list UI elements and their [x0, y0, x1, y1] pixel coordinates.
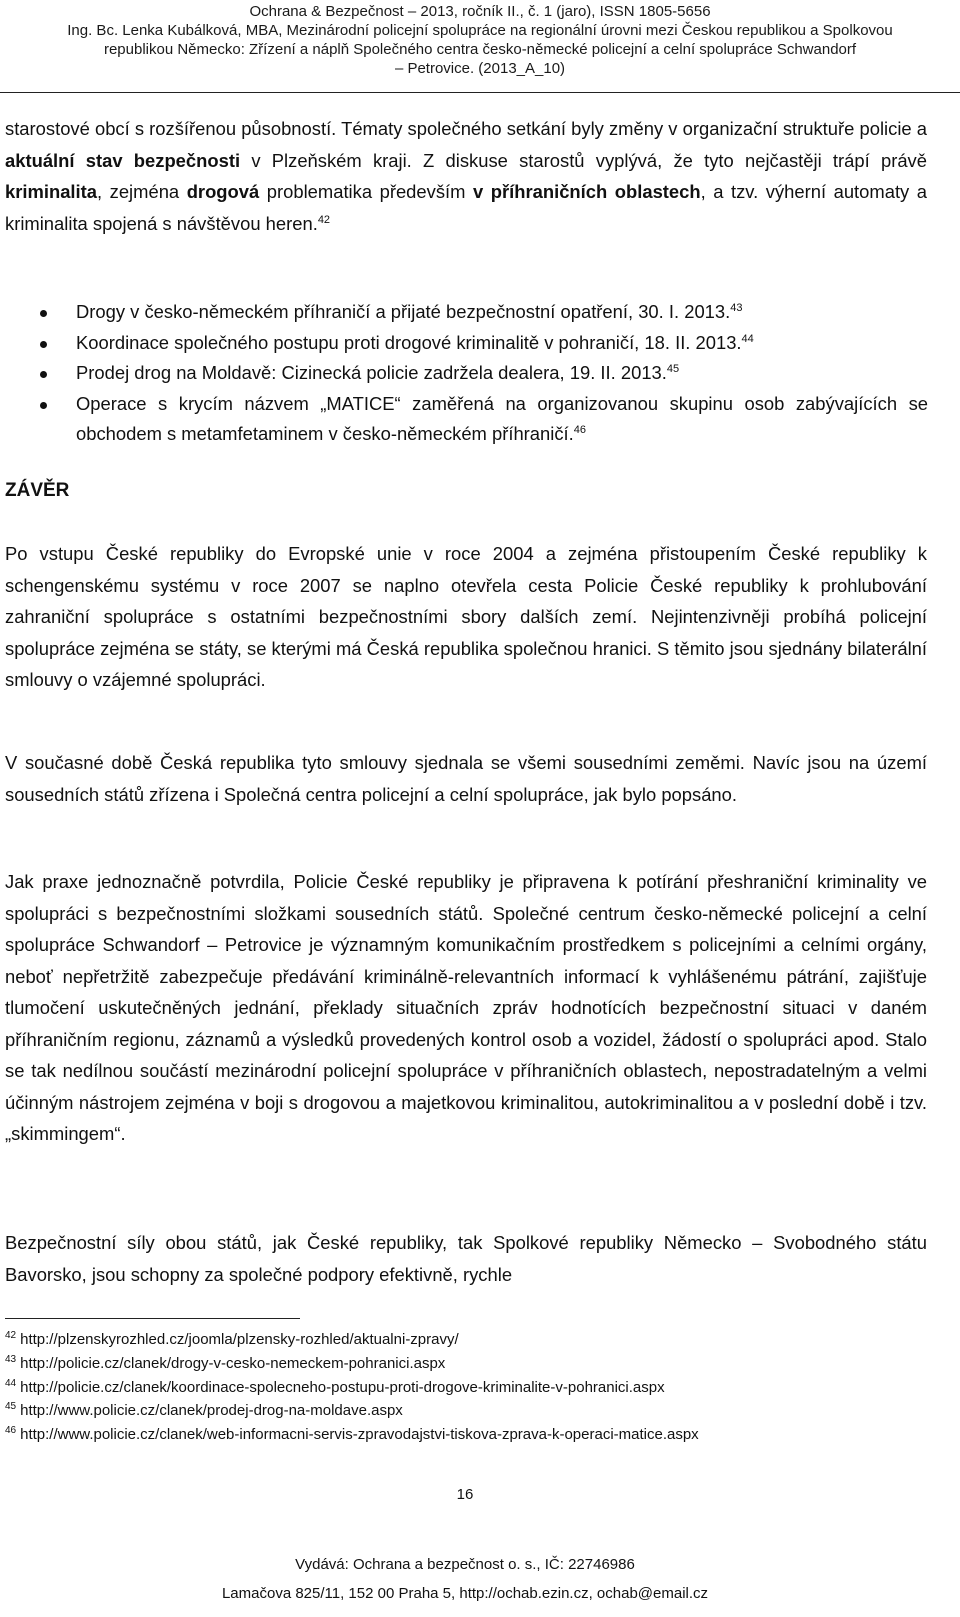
footnote-divider	[5, 1318, 300, 1319]
article-title-line-1: Ing. Bc. Lenka Kubálková, MBA, Mezinárodní policejní spolupráce na regionální úrovni mezi Českou republikou a Spolkovou	[67, 22, 893, 39]
list-item	[40, 328, 928, 359]
page-footer	[0, 1550, 930, 1608]
footnote-link[interactable]: http://www.policie.cz/clanek/web-informacni-servis-zpravodajstvi-tiskova-zprava-k-operaci-matice.aspx	[20, 1426, 699, 1444]
intro-paragraph	[5, 113, 927, 239]
footnote-item	[5, 1328, 935, 1352]
intro-text-1: starostové obcí s rozšířenou působností. Tématy společného setkání byly změny v organizační struktuře policie a	[5, 118, 927, 139]
article-code: – Petrovice. (2013_A_10)	[394, 60, 566, 77]
header-divider	[0, 92, 960, 93]
article-title-line-2: republikou Německo: Zřízení a náplň Společného centra česko-německé policejní a celní spolupráce Schwandorf	[103, 41, 857, 58]
list-item	[40, 297, 928, 328]
intro-text-4: problematika především	[259, 181, 473, 202]
footnote-number: 45	[5, 1401, 17, 1413]
page-number: 16	[456, 1486, 474, 1503]
paragraph-3: Jak praxe jednoznačně potvrdila, Policie České republiky je připravena k potírání přeshraniční kriminality ve spolupráci s bezpečnostními složkami sousedních států. Společné centrum česko-německé policejní a celní spolupráce Schwandorf – Petrovice je významným komunikačním prostředkem s policejními a celními orgány, neboť nepřetržitě zabezpečuje předávání kriminálně-relevantních informací k vyhlášenému pátrání, zajišťuje tlumočení uskutečněných jednání, překlady situačních zpráv hodnotících bezpečnostní situaci v daném příhraničním regionu, záznamů a výsledků provedených kontrol osob a vozidel, žádostí o spolupráci apod. Stalo se tak nedílnou součástí mezinárodní policejní spolupráce v příhraničních oblastech, nepostradatelným a velmi účinným nástrojem zejména v boji s drogovou a majetkovou kriminalitou, autokriminalitou a v poslední době i tzv. „skimmingem“.	[5, 871, 927, 1144]
bullet-list	[40, 297, 928, 450]
list-item-text: Prodej drog na Moldavě: Cizinecká policie zadržela dealera, 19. II. 2013.	[76, 362, 667, 383]
paragraph-2: V současné době Česká republika tyto smlouvy sjednala se všemi sousedními zeměmi. Navíc jsou na území sousedních států zřízena i Společná centra policejní a celní spolupráce, jak bylo popsáno.	[5, 752, 927, 805]
footnote-link[interactable]: http://policie.cz/clanek/drogy-v-cesko-nemeckem-pohranici.aspx	[20, 1354, 446, 1372]
list-item	[40, 389, 928, 450]
list-item-text: Drogy v česko-německém příhraničí a přijaté bezpečnostní opatření, 30. I. 2013.	[76, 301, 731, 322]
intro-text-5: , a tzv. výherní automaty a kriminalita spojená s návštěvou heren.	[5, 181, 928, 234]
intro-bold-2: kriminalita	[5, 181, 97, 202]
footnote-link[interactable]: http://policie.cz/clanek/koordinace-spolecneho-postupu-proti-drogove-kriminalite-v-pohranici.aspx	[20, 1378, 665, 1396]
intro-bold-3: drogová	[186, 181, 260, 202]
footnote-link[interactable]: http://plzenskyrozhled.cz/joomla/plzensky-rozhled/aktualni-zpravy/	[20, 1331, 459, 1348]
intro-text-2: v Plzeňském kraji. Z diskuse starostů vyplývá, že tyto nejčastěji trápí právě	[240, 149, 927, 171]
bullet-icon	[40, 310, 47, 317]
intro-bold-1: aktuální stav bezpečnosti	[5, 149, 241, 171]
intro-bold-4: v příhraničních oblastech	[472, 181, 701, 202]
bullet-icon	[40, 402, 47, 409]
page-header	[0, 2, 960, 78]
footnote-ref[interactable]: 43	[730, 301, 743, 314]
footnote-ref[interactable]: 44	[741, 332, 754, 345]
footnote-item	[5, 1352, 935, 1376]
footnote-ref[interactable]: 45	[666, 362, 680, 375]
list-item-text: Operace s krycím názvem „MATICE“ zaměřená na organizovanou skupinu osob zabývajících se obchodem s metamfetaminem v česko-německém příhraničí.	[76, 392, 928, 444]
list-item	[40, 358, 928, 389]
paragraph-1: Po vstupu České republiky do Evropské unie v roce 2004 a zejména přistoupením České republiky k schengenskému systému v roce 2007 se naplno otevřela cesta Policie České republiky k prohlubování zahraniční spolupráce s ostatními bezpečnostními sbory dalších zemí. Nejintenzivněji probíhá policejní spolupráce zejména se státy, se kterými má Česká republika společnou hranici. S těmito jsou sjednány bilaterální smlouvy o vzájemné spolupráci.	[5, 543, 927, 690]
bullet-icon	[40, 371, 47, 378]
footnote-link[interactable]: http://www.policie.cz/clanek/prodej-drog-na-moldave.aspx	[20, 1402, 403, 1420]
list-item-text: Koordinace společného postupu proti drogové kriminalitě v pohraničí, 18. II. 2013.	[76, 331, 742, 353]
footnote-item	[5, 1423, 935, 1447]
intro-text-3: , zejména	[97, 181, 187, 202]
publisher-info: Vydává: Ochrana a bezpečnost o. s., IČ: 22746986	[295, 1556, 635, 1573]
footnotes	[5, 1328, 935, 1447]
bullet-icon	[40, 341, 47, 348]
footnote-ref[interactable]: 46	[573, 423, 587, 436]
footnote-number: 46	[5, 1425, 17, 1437]
footnote-ref[interactable]: 42	[317, 213, 331, 226]
footnote-item	[5, 1376, 935, 1400]
footnote-number: 44	[5, 1377, 17, 1389]
publisher-address: Lamačova 825/11, 152 00 Praha 5, http://ochab.ezin.cz, ochab@email.cz	[221, 1585, 709, 1602]
journal-title: Ochrana & Bezpečnost – 2013, ročník II., č. 1 (jaro), ISSN 1805-5656	[249, 3, 711, 20]
paragraph-4: Bezpečnostní síly obou států, jak České republiky, tak Spolkové republiky Německo – Svobodného státu Bavorsko, jsou schopny za společné podpory efektivně, rychle	[5, 1232, 927, 1285]
footnote-number: 43	[5, 1353, 17, 1365]
footnote-item	[5, 1399, 935, 1423]
section-heading: ZÁVĚR	[5, 480, 70, 501]
footnote-number: 42	[5, 1330, 17, 1341]
